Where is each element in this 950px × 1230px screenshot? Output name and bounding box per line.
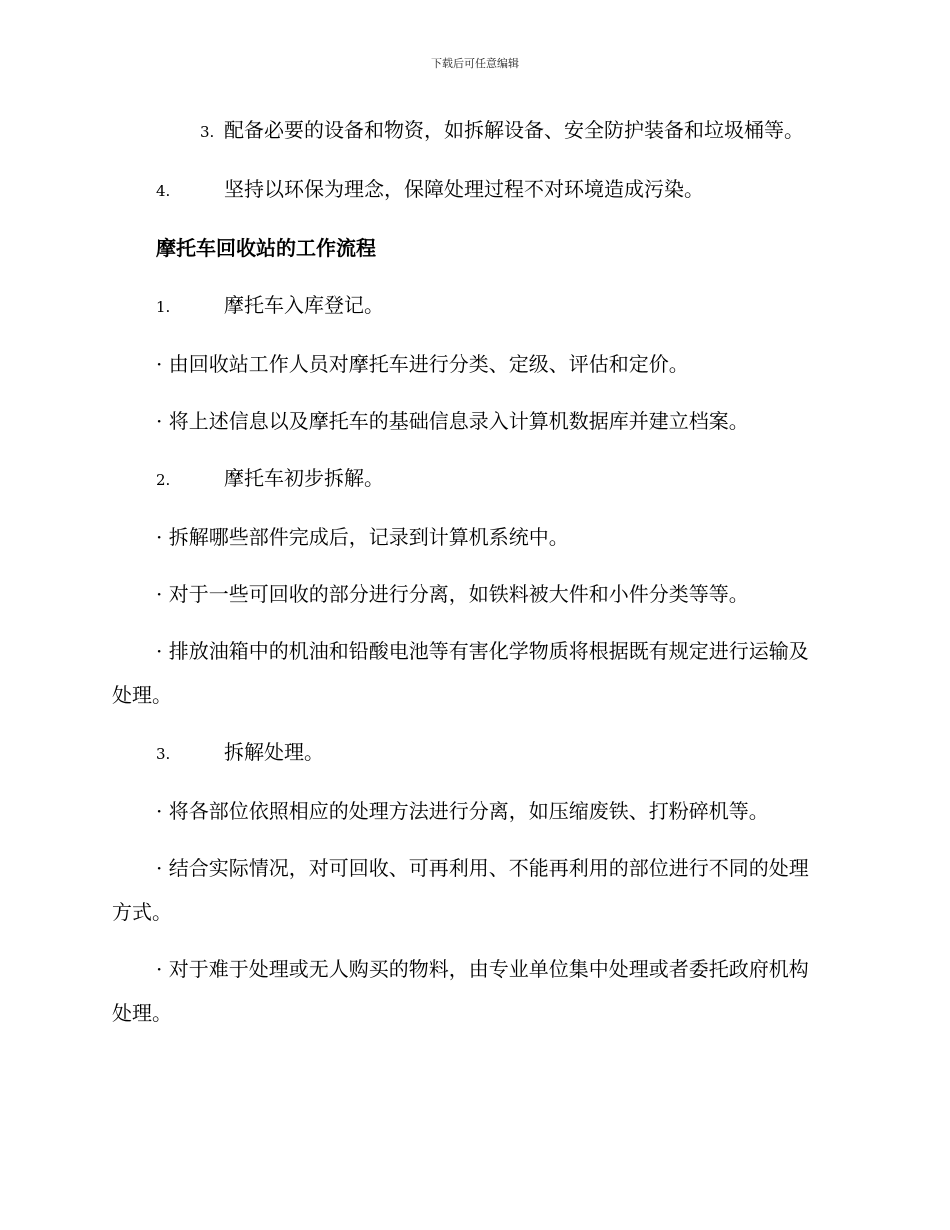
list-item-numbered [112, 456, 824, 502]
item-number: 4. [156, 182, 171, 200]
item-number: 3. [200, 123, 215, 141]
item-text: 摩托车初步拆解。 [224, 466, 384, 490]
bullet-item: · 将各部位依照相应的处理方法进行分离，如压缩废铁、打粉碎机等。 [156, 799, 769, 823]
list-item-numbered [112, 730, 824, 776]
list-item-numbered [112, 167, 824, 213]
item-text: 配备必要的设备和物资，如拆解设备、安全防护装备和垃圾桶等。 [224, 118, 804, 142]
bullet-item: · 将上述信息以及摩托车的基础信息录入计算机数据库并建立档案。 [156, 409, 749, 433]
bullet-item: · 排放油箱中的机油和铅酸电池等有害化学物质将根据既有规定进行运输及处理。 [112, 639, 809, 707]
list-item-numbered [112, 108, 824, 154]
bullet-item: · 由回收站工作人员对摩托车进行分类、定级、评估和定价。 [156, 352, 689, 376]
item-text: 坚持以环保为理念，保障处理过程不对环境造成污染。 [224, 177, 704, 201]
bullet-item: · 对于难于处理或无人购买的物料，由专业单位集中处理或者委托政府机构处理。 [112, 957, 809, 1025]
item-text: 拆解处理。 [224, 740, 324, 764]
bullet-item: · 拆解哪些部件完成后，记录到计算机系统中。 [156, 525, 569, 549]
list-item-numbered [112, 283, 824, 329]
item-text: 摩托车入库登记。 [224, 293, 384, 317]
item-number: 3. [156, 745, 171, 763]
bullet-item: · 对于一些可回收的部分进行分离，如铁料被大件和小件分类等等。 [156, 582, 749, 606]
section-heading: 摩托车回收站的工作流程 [156, 236, 376, 260]
page-header: 下载后可任意编辑 [431, 57, 519, 70]
document-body [112, 108, 824, 1048]
item-number: 2. [156, 471, 171, 489]
item-number: 1. [156, 298, 171, 316]
bullet-item: · 结合实际情况，对可回收、可再利用、不能再利用的部位进行不同的处理方式。 [112, 856, 809, 924]
